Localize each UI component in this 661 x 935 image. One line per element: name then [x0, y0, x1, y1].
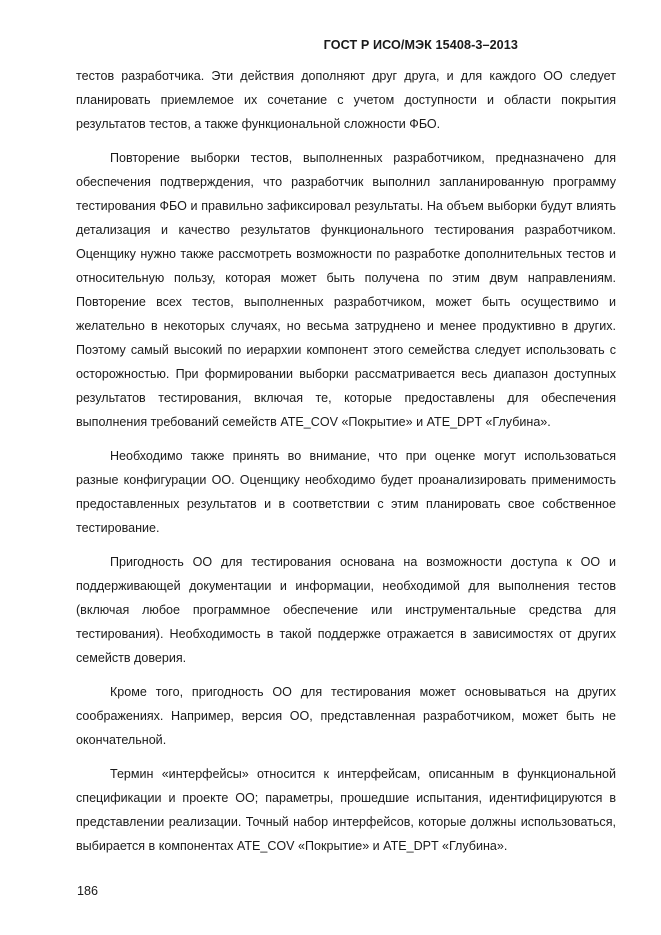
paragraph: Кроме того, пригодность ОО для тестирования может основываться на других соображениях. Например, версия ОО, представленная разработчиком, может быть не окончательной.: [76, 685, 616, 747]
paragraph: Необходимо также принять во внимание, что при оценке могут использоваться разные конфигурации ОО. Оценщику необходимо будет проанализировать применимость предоставленных результатов и в соответствии с этим планировать свое собственное тестирование.: [76, 449, 616, 535]
paragraph: Повторение выборки тестов, выполненных разработчиком, предназначено для обеспечения подтверждения, что разработчик выполнил запланированную программу тестирования ФБО и правильно зафиксировал результаты. На объем выборки будут влиять детализация и качество результатов функционального тестирования разработчиком. Оценщику нужно также рассмотреть возможности по разработке дополнительных тестов и относительную пользу, которая может быть получена по этим двум направлениям. Повторение всех тестов, выполненных разработчиком, может быть осуществимо и желательно в некоторых случаях, но весьма затруднено и менее продуктивно в других. Поэтому самый высокий по иерархии компонент этого семейства следует использовать с осторожностью. При формировании выборки рассматривается весь диапазон доступных результатов тестирования, включая те, которые предоставлены для обеспечения выполнения требований семейств ATE_COV «Покрытие» и ATE_DPT «Глубина».: [76, 151, 616, 429]
page-number: 186: [77, 884, 99, 898]
body-text: [76, 64, 616, 868]
paragraph: Термин «интерфейсы» относится к интерфейсам, описанным в функциональной спецификации и проекте ОО; параметры, прошедшие испытания, идентифицируются в представлении реализации. Точный набор интерфейсов, которые должны использоваться, выбирается в компонентах ATE_COV «Покрытие» и ATE_DPT «Глубина».: [76, 767, 616, 853]
standard-header: ГОСТ Р ИСО/МЭК 15408-3–2013: [323, 38, 518, 52]
paragraph: Пригодность ОО для тестирования основана на возможности доступа к ОО и поддерживающей документации и информации, необходимой для выполнения тестов (включая любое программное обеспечение или инструментальные средства для тестирования). Необходимость в такой поддержке отражается в зависимостях от других семейств доверия.: [76, 555, 616, 665]
paragraph-continued: тестов разработчика. Эти действия дополняют друг друга, и для каждого ОО следует планировать приемлемое их сочетание с учетом доступности и области покрытия результатов тестов, а также функциональной сложности ФБО.: [76, 69, 616, 131]
